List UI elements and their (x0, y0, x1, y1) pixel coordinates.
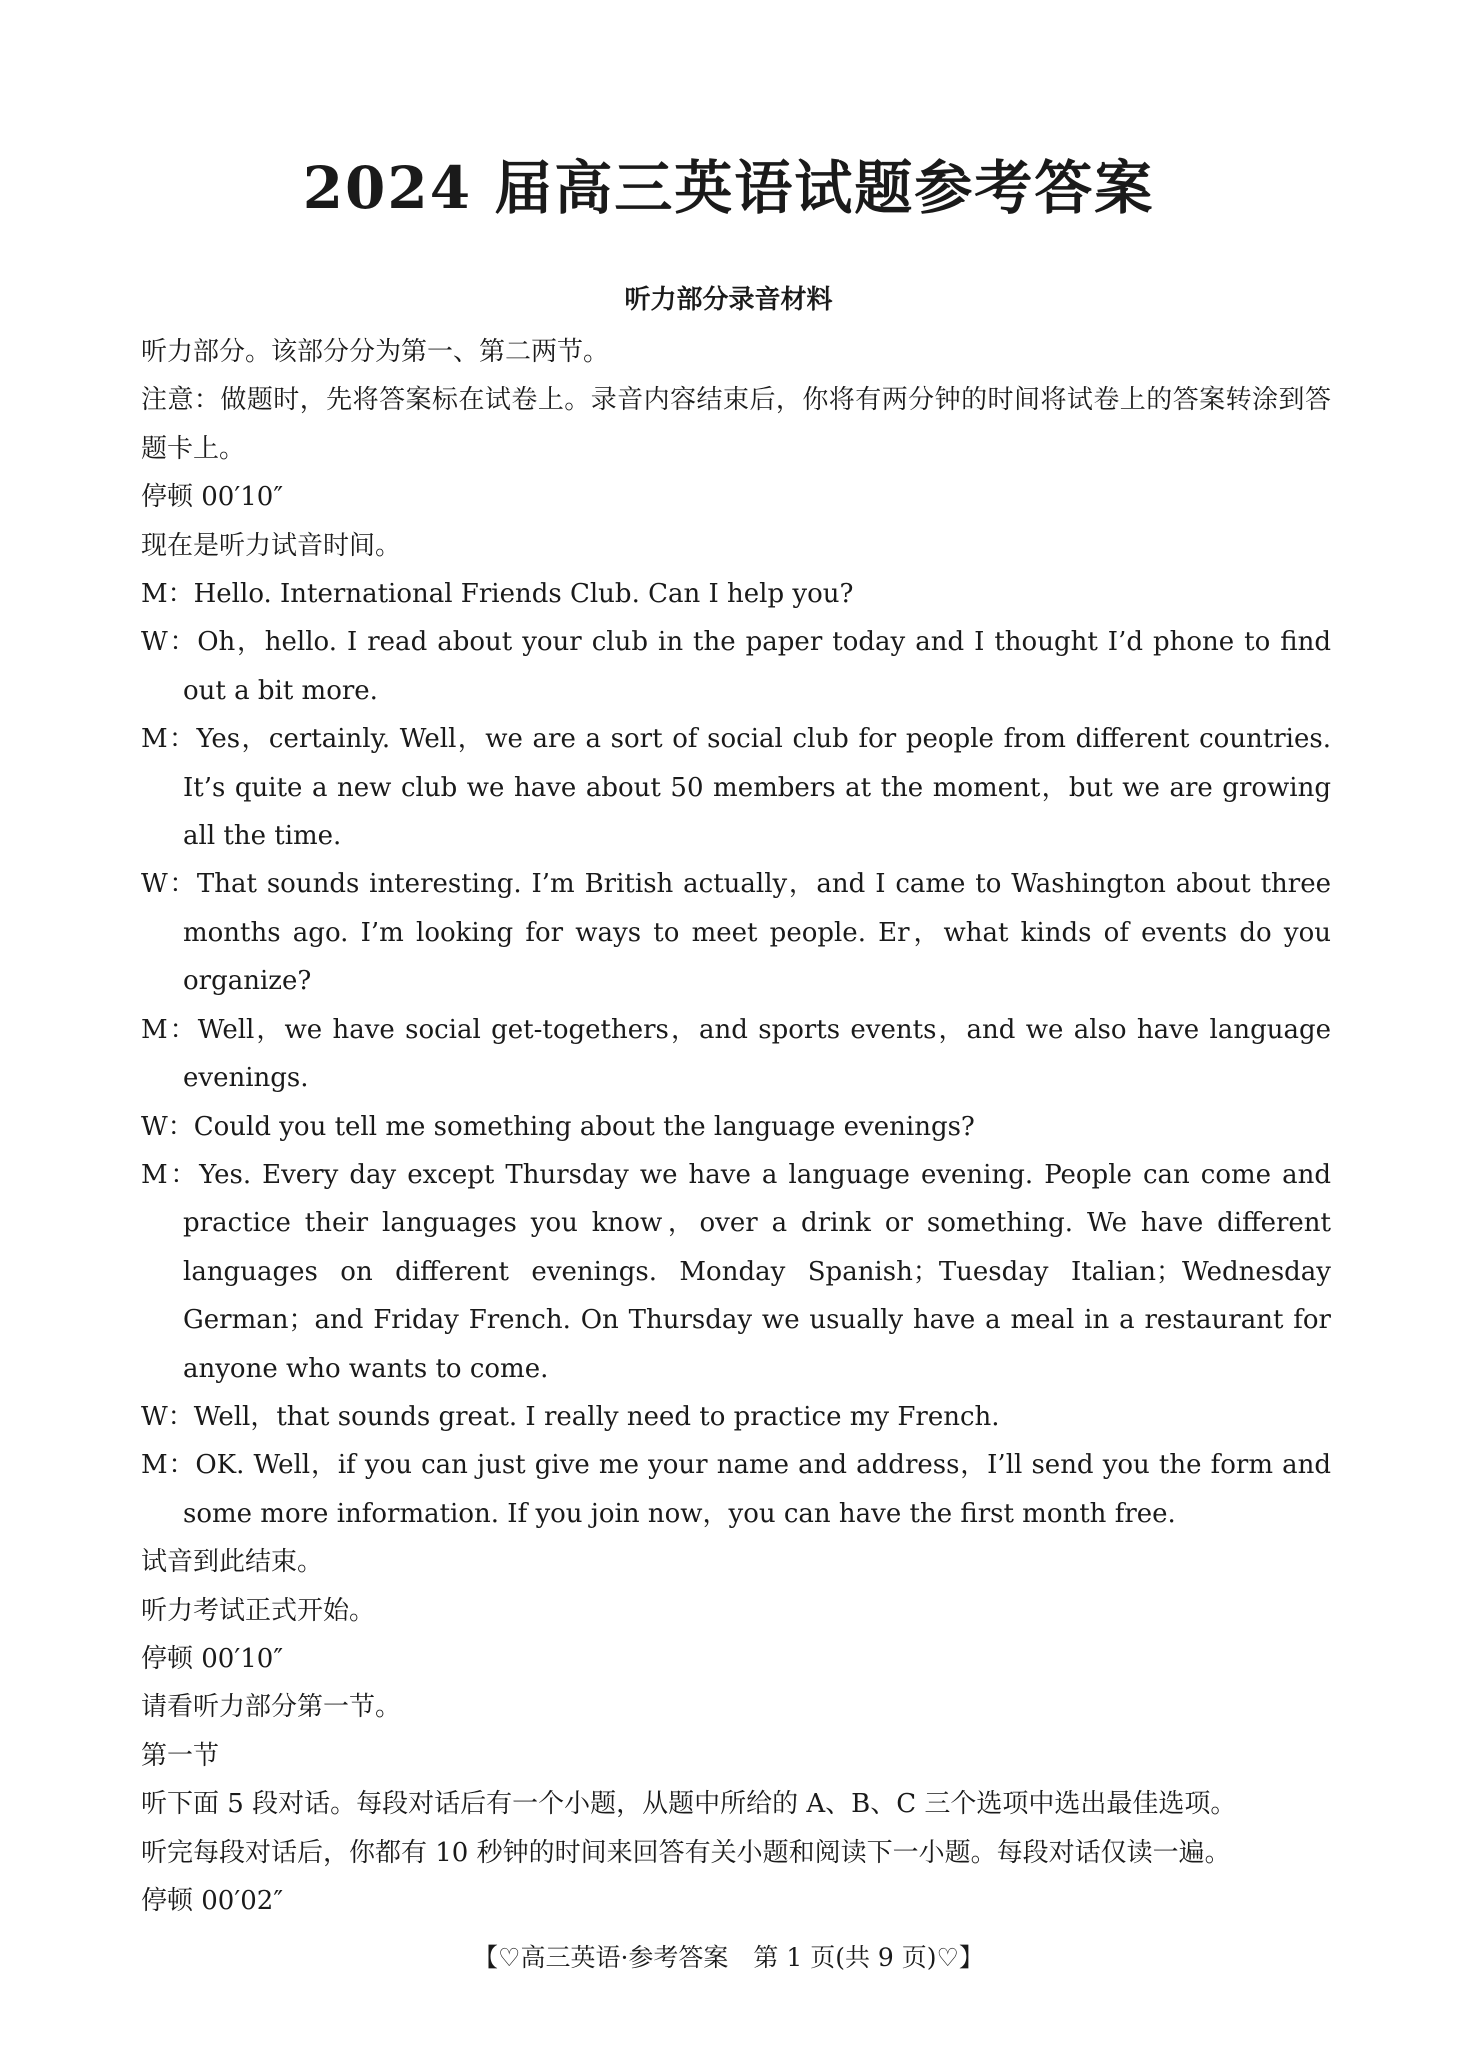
dialogue-line: W：Could you tell me something about the language evenings? (141, 1111, 975, 1142)
dialogue-line: M：Hello. International Friends Club. Can I help you? (141, 579, 854, 610)
dialogue-line: W：Well，that sounds great. I really need to practice my French. (141, 1401, 1000, 1432)
section-label: 第一节 (141, 1740, 220, 1771)
instruction-line: 请看听力部分第一节。 (141, 1692, 402, 1723)
dialogue-line: W：That sounds interesting. I’m British actually，and I came to Washington about three months ago. I’m looking for ways to meet people. Er，what kinds of events do you organize? (141, 869, 1332, 997)
notice-paragraph: 注意：做题时，先将答案标在试卷上。录音内容结束后，你将有两分钟的时间将试卷上的答案转涂到答题卡上。 (141, 385, 1331, 464)
transcript-body (141, 328, 1331, 1925)
intro-line: 听力部分。该部分分为第一、第二两节。 (141, 337, 610, 367)
dialogue-line: M：Well，we have social get-togethers，and sports events，and we also have language evenings. (141, 1014, 1331, 1094)
pause-marker: 停顿 00′02″ (141, 1886, 284, 1916)
pause-marker: 停顿 00′10″ (141, 482, 284, 513)
page-footer: 【♡高三英语·参考答案 第 1 页(共 9 页)♡】 (473, 1943, 984, 1972)
document-title: 2024 届高三英语试题参考答案 (302, 154, 1155, 222)
dialogue-line: M：Yes. Every day except Thursday we have a language evening. People can come and practice their languages you know，over a drink or something. We have different languages on different evenings. Monday Spanish；Tuesday Italian；Wednesday German；and Friday French. On Thursday we usually have a meal in a restaurant for anyone who wants to come. (141, 1159, 1331, 1384)
pause-marker: 停顿 00′10″ (141, 1643, 284, 1674)
instruction-line: 听力考试正式开始。 (141, 1595, 376, 1626)
instruction-line: 听完每段对话后，你都有 10 秒钟的时间来回答有关小题和阅读下一小题。每段对话仅读一遍。 (141, 1837, 1231, 1868)
dialogue-line: W：Oh，hello. I read about your club in the paper today and I thought I’d phone to find out a bit more. (141, 627, 1331, 706)
instruction-line: 现在是听力试音时间。 (141, 530, 402, 561)
instruction-line: 听下面 5 段对话。每段对话后有一个小题，从题中所给的 A、B、C 三个选项中选出最佳选项。 (141, 1789, 1237, 1820)
dialogue-line: M：OK. Well，if you can just give me your name and address，I’ll send you the form and some more information. If you join now，you can have the first month free. (141, 1450, 1331, 1529)
section-heading: 听力部分录音材料 (624, 285, 833, 315)
instruction-line: 试音到此结束。 (141, 1547, 324, 1578)
dialogue-line: M：Yes，certainly. Well，we are a sort of social club for people from different countries. It’s quite a new club we have about 50 members at the moment，but we are growing all the time. (141, 724, 1331, 852)
